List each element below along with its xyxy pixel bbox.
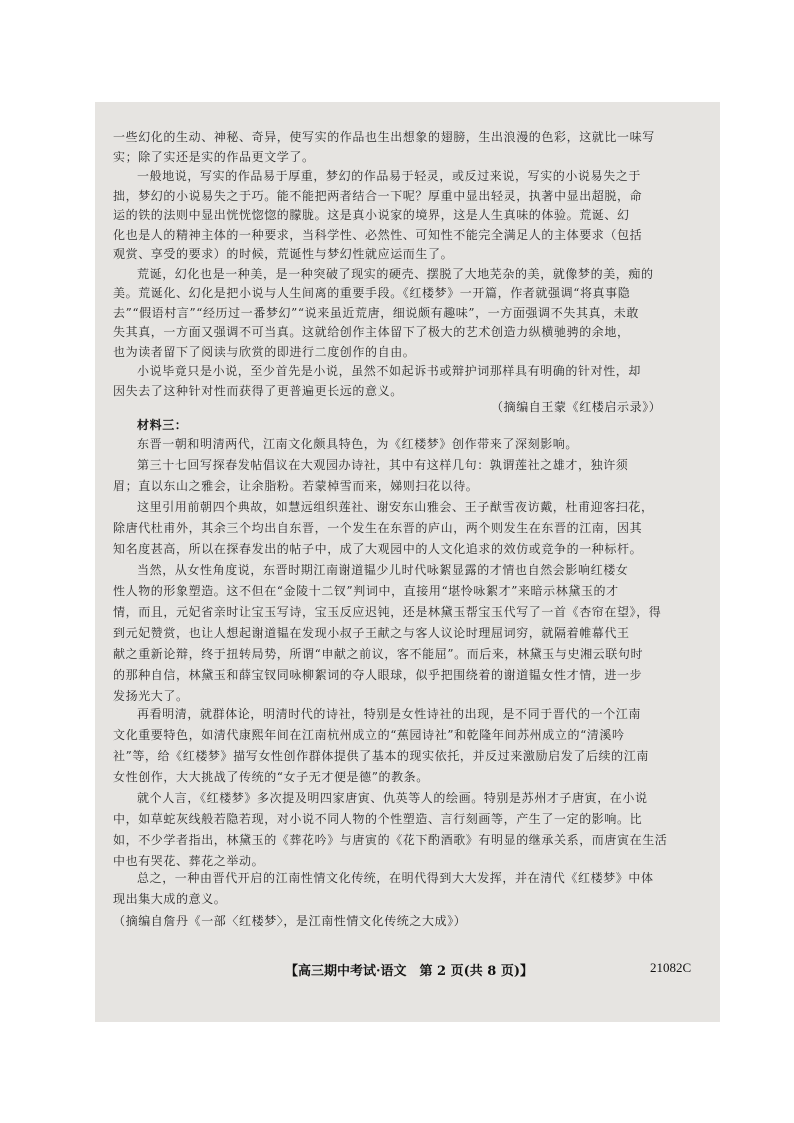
text-line: 小说毕竟只是小说，至少首先是小说，虽然不如起诉书或辩护词那样具有明确的针对性，却 xyxy=(137,364,642,378)
text-line: 现出集大成的意义。 xyxy=(113,892,227,906)
text-line: 第三十七回写探春发帖倡议在大观园办诗社，其中有这样几句：孰谓莲社之雄才，独许须 xyxy=(137,458,629,472)
text-line: 东晋一朝和明清两代，江南文化颇具特色，为《红楼梦》创作带来了深刻影响。 xyxy=(137,437,579,451)
text-line: 除唐代杜甫外，其余三个均出自东晋，一个发生在东晋的庐山，两个则发生在东晋的江南，因其 xyxy=(113,521,643,535)
text-line: 实；除了实还是实的作品更文学了。 xyxy=(113,149,315,164)
text-line: 因失去了这种针对性而获得了更普遍更长远的意义。 xyxy=(113,383,403,398)
text-line: 一般地说，写实的作品易于厚重，梦幻的作品易于轻灵，或反过来说，写实的小说易失之于 xyxy=(137,169,642,183)
text-line: 到元妃赞赏，也让人想起谢道韫在发现小叔子王献之与客人议论时理屈词穷，就隔着帷幕代王 xyxy=(113,626,630,640)
text-line: 也为读者留下了阅读与欣赏的即进行二度创作的自由。 xyxy=(113,344,416,359)
text-line: 当然，从女性角度说，东晋时期江南谢道韫少儿时代咏絮显露的才情也自然会影响红楼女 xyxy=(137,563,629,577)
text-line: 献之重新论辩，终于扭转局势，所谓“申献之前议，客不能屈”。而后来，林黛玉与史湘云联句时 xyxy=(113,647,644,661)
text-line: 情，而且，元妃省亲时让宝玉写诗，宝玉反应迟钝，还是林黛玉帮宝玉代写了一首《杏帘在望》，得 xyxy=(113,605,662,619)
text-line: 知名度甚高，所以在探春发出的帖子中，成了大观园中的人文化追求的效仿或竞争的一种标杆。 xyxy=(113,542,643,556)
section-heading: 材料三： xyxy=(137,418,188,432)
text-line: 总之，一种由晋代开启的江南性情文化传统，在明代得到大大发挥，并在清代《红楼梦》中体 xyxy=(137,871,654,885)
text-line: 再看明清，就群体论，明清时代的诗社，特别是女性诗社的出现，是不同于晋代的一个江南 xyxy=(137,707,642,721)
text-line: 一些幻化的生动、神秘、奇异，使写实的作品也生出想象的翅膀，生出浪漫的色彩，这就比一味写 xyxy=(113,130,655,144)
text-line: 中，如草蛇灰线般若隐若现，对小说不同人物的个性塑造、言行刻画等，产生了一定的影响。比 xyxy=(113,812,643,826)
text-line: 就个人言，《红楼梦》多次提及明四家唐寅、仇英等人的绘画。特别是苏州才子唐寅，在小说 xyxy=(137,791,648,805)
text-line: 这里引用前朝四个典故，如慧远组织莲社、谢安东山雅会、王子猷雪夜访戴，杜甫迎客扫花， xyxy=(137,500,654,514)
text-line: 文化重要特色，如清代康熙年间在江南杭州成立的“蕉园诗社”和乾隆年间苏州成立的“清溪吟 xyxy=(113,728,625,742)
source-citation: （摘编自王蒙《红楼启示录》） xyxy=(491,400,662,414)
text-line: 性人物的形象塑造。这不但在“金陵十二钗”判词中，直接用“堪怜咏絮才”来暗示林黛玉的才 xyxy=(113,584,619,598)
text-line: 化也是人的精神主体的一种要求，当科学性、必然性、可知性不能完全满足人的主体要求（包括 xyxy=(113,227,643,242)
text-line: 中也有哭花、葬花之举动。 xyxy=(113,854,265,868)
text-line: 女性创作，大大挑战了传统的“女子无才便是德”的教条。 xyxy=(113,770,429,784)
text-line: 如，不少学者指出，林黛玉的《葬花吟》与唐寅的《花下酌酒歌》有明显的继承关系，而唐寅在生活 xyxy=(113,833,668,847)
text-line: 眉；直以东山之雅会，让余脂粉。若蒙棹雪而来，娣则扫花以待。 xyxy=(113,479,479,493)
text-line: 运的铁的法则中显出恍恍惚惚的朦胧。这是真小说家的境界，这是人生真味的体验。荒诞、幻 xyxy=(113,208,630,222)
text-line: 去”“假语村言”“经历过一番梦幻”“说来虽近荒唐，细说颇有趣味”，一方面强调不失其真，未敢 xyxy=(113,305,639,320)
exam-code: 21082C xyxy=(650,960,692,975)
text-line: 社”等，给《红楼梦》描写女性创作群体提供了基本的现实依托，并反过来激励启发了后续的江南 xyxy=(113,749,649,763)
text-line: 发扬光大了。 xyxy=(113,689,189,703)
text-line: 美。荒诞化、幻化是把小说与人生间离的重要手段。《红楼梦》一开篇，作者就强调“将真事隐 xyxy=(113,286,631,300)
text-line: 荒诞，幻化也是一种美，是一种突破了现实的硬壳、摆脱了大地芜杂的美，就像梦的美，痴的 xyxy=(137,266,654,281)
text-line: 的那种自信，林黛玉和薛宝钗同咏柳絮词的夺人眼球，似乎把围绕着的谢道韫女性才情，进一步 xyxy=(113,668,643,682)
page-footer-title: 【高三期中考试·语文 第 2 页(共 8 页)】 xyxy=(285,964,534,979)
source-citation: （摘编自詹丹《一部〈红楼梦〉，是江南性情文化传统之大成》） xyxy=(113,914,467,928)
exam-page xyxy=(95,102,720,1022)
text-line: 失其真，一方面又强调不可当真。这就给创作主体留下了极大的艺术创造力纵横驰骋的余地， xyxy=(113,325,630,339)
text-line: 观赏、享受的要求）的时候，荒诞性与梦幻性就应运而生了。 xyxy=(113,247,454,261)
text-line: 拙，梦幻的小说易失之于巧。能不能把两者结合一下呢？厚重中显出轻灵，执著中显出超脱，命 xyxy=(113,188,643,203)
